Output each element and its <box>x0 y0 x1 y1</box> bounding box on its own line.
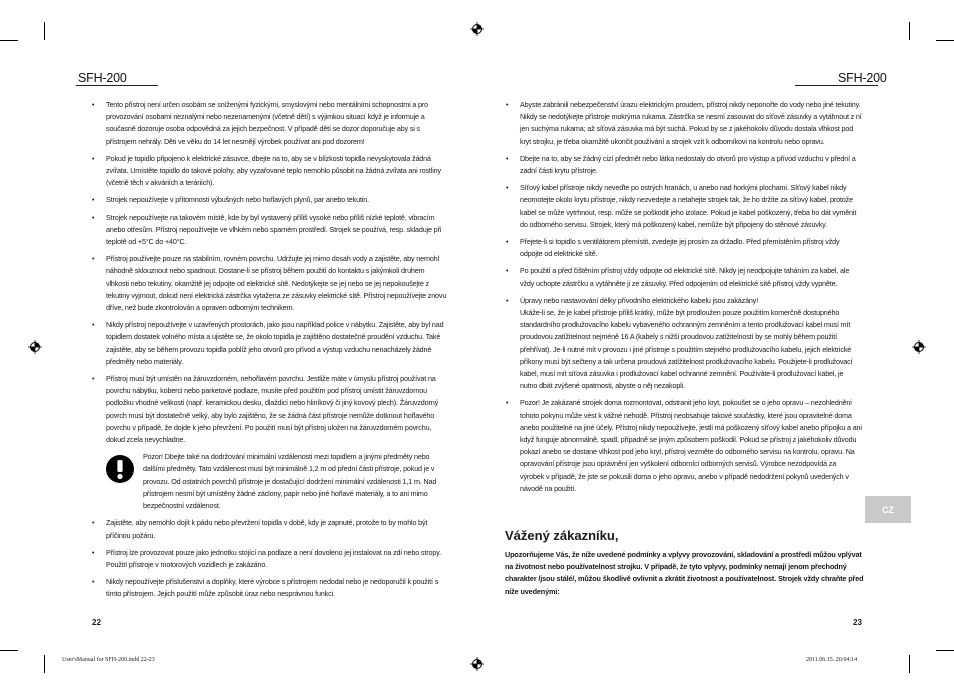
list-item: • Pozor! Je zakázané strojek doma rozmontovat, odstranit jeho kryt, pokoušet se o jeho opravu – nezohledněni tohoto pokynu může vést k vážné nehodě. Přístroj neobsahuje takové součástky, které jsou opravitelné doma anebo použitelné na jiné účely. Přístroj nikdy nepoužívejte, jestli má poškozený síťový kabel anebo přípojku a ani když funguje abnormálně, spadl, případně se jiným způsobem poškodil. Pokud se přístroj z jakéhokoliv důvodu pokazí anebo se dostane vlhkost pod jeho kryt, přístroj vezměte do odborného servisu na kontrolu, opravu. Na opravování přístroje jsou oprávnění jen vyškolení odborníci odborných servisů. Výrobce nezodpovídá za výrobek v případě, že jste se pokusili doma o jeho opravu, anebo v případě nedodržení pokynů uvedených v návodě na použití. <box>506 397 862 495</box>
list-item: • Tento přístroj není určen osobám se sníženými fyzickými, smyslovými nebo mentálními schopnostmi a pro provozování osobami neznalými nebo nezenamenými (včetně dětí) s výjimkou situací když je informuje a současně dozoruje osoba odpovědná za jejich bezpečnost. V případě dětí se dozor doporučuje aby si s přístrojem nehrály. Děti ve věku do 14 let nesmějí výrobek používat ani pod dozorem! <box>92 99 448 148</box>
warning-exclamation-icon <box>106 455 134 483</box>
list-item: • Přístroj musí být umístěn na žáruvzdorném, nehořlavém povrchu. Jestliže máte v úmyslu přístroj používat na povrchu nábytku, koberci nebo parketové podlaze, musíte před použitím pod přístroj umístit žáruvzdornou podložku vhodné velikosti (např. keramickou desku, dlaždici nebo hliníkový či jiný kovový plech). Žáruvzdorný povrch musí být dostatečně velký, aby bylo zajištěno, že se žádná část přístroje nemůže dotknout hořlavého povrchu v případě, že dojde k jeho převržení. Po použití musí být přístroj uložen na žáruvzdorném povrchu, dokud zcela nevychladne. <box>92 373 448 446</box>
list-item: • Úpravy nebo nastavování délky přívodního elektrického kabelu jsou zakázány! Ukáže-li se, že je kabel přístroje příliš krátký, může být prodloužen pouze použitím komerčně dostupného standardního prodlužovacího kabelu vybaveného ochranným zemněním a tento prodlužovací kabel musí mít proudovou zatížitelnost nejméně 16 A (kabely s nižší proudovou zatížitelností by se mohly během použití přehřívat). Je-li nutné mít v provozu i jiné přístroje s použitím stejného prodlužovacího kabelu, jejich elektrické příkony musí být sečteny a tak určena proudová zatížitelnost prodlužovacího kabelu. Použijete-li prodlužovací kabel, musí mít síťová zásuvka i prodlužovací kabel ochranné zemnění. Používáte-li prodlužovací kabel, je nutno dbát zvýšené opatrnosti, abyste o něj nezakopli. <box>506 295 862 393</box>
header-rule-left <box>76 85 158 86</box>
crop-mark <box>44 22 45 40</box>
crop-mark <box>936 40 954 41</box>
page-header-model-left: SFH-200 <box>78 71 127 85</box>
page-number-right: 23 <box>853 618 862 627</box>
list-item: • Přejete-li si topidlo s ventilátorem přemístit, zvedejte jej prosím za držadlo. Před přemístěním přístroj vždy odpojte od elektrické sítě. <box>506 236 862 260</box>
registration-mark-icon <box>912 340 926 354</box>
list-item: • Přístroj lze provozovat pouze jako jednotku stojící na podlaze a není dovoleno jej instalovat na zdi nebo stropy. Použití přístroje v motorových vozidlech je zakázáno. <box>92 547 448 571</box>
list-item: • Přístroj používejte pouze na stabilním, rovném povrchu. Udržujte jej mimo dosah vody a zajistěte, aby nemohl náhodně sklouznout nebo spadnout. Dostane-li se přístroj během použití do kontaktu s jakýmkoli druhem vlhkosti nebo tekutiny, okamžitě jej odpojte od elektrické sítě. Nedotýkejte se jej nebo se jej nepokoušejte z tekutiny vyjmout, dokud není elektrická zástrčka vytažena ze zásuvky elektrické sítě. Přístroj nepoužívejte znovu dříve, než bude zkontrolován a opraven odborným technikem. <box>92 253 448 314</box>
list-item: • Dbejte na to, aby se žádný cizí předmět nebo látka nedostaly do otvorů pro výstup a přívod vzduchu v přední a zadní části krytu přístroje. <box>506 153 862 177</box>
warning-block <box>106 451 448 512</box>
list-item: • Strojek nepoužívejte v přítomnosti výbušných nebo hořlavých plynů, par anebo tekutin. <box>92 194 448 206</box>
registration-mark-icon <box>470 657 484 671</box>
right-page-column <box>506 99 862 500</box>
list-item: • Pokud je topidlo připojeno k elektrické zásuvce, dbejte na to, aby se v blízkosti topidla nevyskytovala žádná zvířata. Umístěte topidlo do takové polohy, aby vyzařované teplo nemohlo působit na žádná zvířata ani rostliny (včetně těch v akváriích a teráriích). <box>92 153 448 190</box>
warning-text: Pozor! Dbejte také na dodržování minimální vzdálenosti mezi topidlem a jinými předměty nebo dalšími předměty. Tato vzdálenost musí být minimálně 1,2 m od přední části přístroje, pokud je v provozu. Od ostatních povrchů přístroje je dostačující dodržení minimální vzdálenosti 1,1 m. Nad přístrojem nesmí být umístěny žádné záclony, papír nebo jiné hořlavé materiály, a to ani mimo bezpečnostní vzdálenost. <box>143 452 437 511</box>
crop-mark <box>909 655 910 673</box>
list-item: • Strojek nepoužívejte na takovém místě, kde by byl vystavený příliš vysoké nebo příliš nízké teplotě, vibracím anebo otřesům. Přístroj nepoužívejte ve vlhkém nebo sparném prostředí. Strojek se používá, resp. skladuje při teplotě od +5°C do +40°C. <box>92 212 448 249</box>
left-page-column <box>92 99 448 606</box>
page-number-left: 22 <box>92 618 101 627</box>
crop-mark <box>936 650 954 651</box>
footer-file-name: User'sManual for SFH-200.indd 22-23 <box>62 657 155 663</box>
list-item: • Abyste zabránili nebezpečenství úrazu elektrickým proudem, přístroj nikdy neponořte do vody nebo jiné tekutiny. Nikdy se nedotýkejte přístroje mokrýma rukama. Zástrčka se nesmí zasouvat do síťové zásuvky a vytáhnout z ní jen suchýma rukama; až síťová zásuvka má být suchá. Pokud by se z jakéhokoliv důvodu dostala vlhkost pod kryt strojku, je třeba okamžitě ukončit používání a strojek vzít k odborníkovi na kontrolu nebo opravu. <box>506 99 862 148</box>
registration-mark-icon <box>28 340 42 354</box>
crop-mark <box>44 655 45 673</box>
list-item: • Nikdy přístroj nepoužívejte v uzavřených prostorách, jako jsou například police v nábytku. Zajistěte, aby byl nad topidlem dostatek volného místa a ujistěte se, že okolo topidla je zajištěno dostatečné proudění vzduchu. Také zajistěte, aby se během provozu topidla poblíž jeho otvorů pro přívod a výstup vzduchu nenacházely žádné předměty nebo materiály. <box>92 319 448 368</box>
crop-mark <box>0 650 18 651</box>
crop-mark <box>0 40 18 41</box>
page-header-model-right: SFH-200 <box>838 71 887 85</box>
registration-mark-icon <box>470 22 484 36</box>
section-title: Vážený zákazníku, <box>505 528 619 543</box>
list-item: • Nikdy nepoužívejte příslušenství a doplňky, které výrobce s přístrojem nedodal nebo je nedoporučil k použití s tímto přístrojem. Jejich použití může způsobit úraz nebo nesprávnou funkci. <box>92 576 448 600</box>
header-rule-right <box>795 85 878 86</box>
crop-mark <box>909 22 910 40</box>
list-item: • Zajistěte, aby nemohlo dojít k pádu nebo převržení topidla v době, kdy je zapnuté, protože to by mohlo být příčinou požáru. <box>92 517 448 541</box>
language-tab: CZ <box>865 496 911 523</box>
footer-timestamp: 2011.06.15. 20:04:14 <box>806 657 858 663</box>
list-item: • Síťový kabel přístroje nikdy neveďte po ostrých hranách, u anebo nad horkými plochami. Síťový kabel nikdy neomotejte okolo krytu přístroje, nikdy nezvedejte a netahejte strojek tak, že ho držíte za síťový kabel, protože kabel se může vytrhnout, resp. může se poškodit jeho izolace. Pokud je kabel poškozený, třeba ho dát vyměnit do odborného servisu. Strojek, který má poškozený kabel, nemůže být připojený do stěnové zásuvky. <box>506 182 862 231</box>
section-body: Upozorňujeme Vás, že níže uvedené podmínky a vplyvy provozování, skladování a prostředí můžou vplývat na životnost nebo používatelnost strojku. V případě, že tyto vplyvy, podmínky nemají jenom přechodný charakter /jsou stálé/, můžou škodlivě ovlivnit a zkrátit životnost a používatelnost. Strojek vždy chraňte před níže uvedenými: <box>505 550 864 596</box>
list-item: • Po použití a před čištěním přístroj vždy odpojte od elektrické sítě. Nikdy jej neodpojujte taháním za kabel, ale vždy uchopte zástrčku a vytáhněte ji ze zásuvky. Před odpojením od elektrické sítě přístroj vždy vypněte. <box>506 265 862 289</box>
